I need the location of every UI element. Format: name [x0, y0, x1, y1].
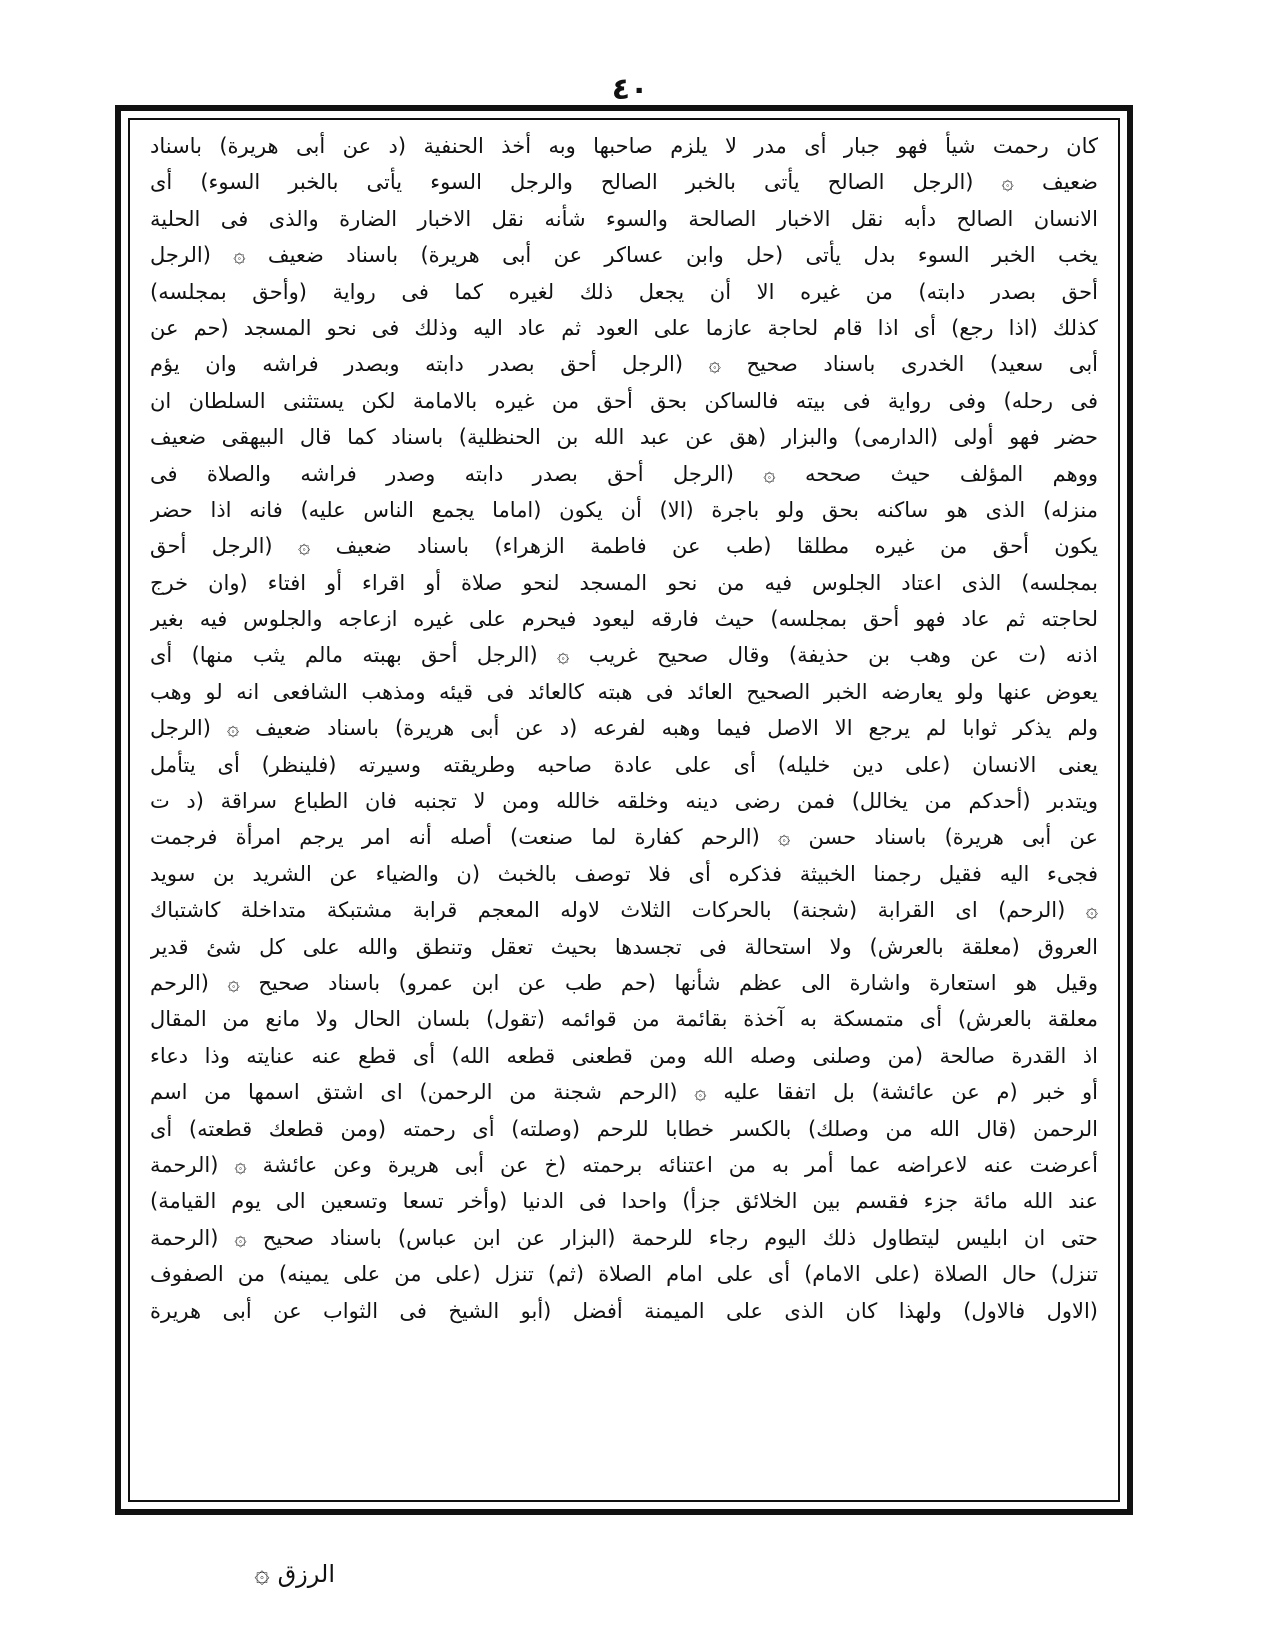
text-line: ويتدبر (أحدكم من يخالل) فمن رضى دينه وخلقه خالله ومن لا تجنبه فان الطباع سراقة (د ت [150, 789, 1098, 814]
text-line: يكون أحق من غيره مطلقا (طب عن فاطمة الزهراء) باسناد ضعيف ۞ (الرجل أحق [150, 534, 1098, 559]
text-line: وقيل هو استعارة واشارة الى عظم شأنها (حم طب عن ابن عمرو) باسناد صحيح ۞ (الرحم [150, 970, 1098, 995]
text-line: ولم يذكر ثوابا لم يرجع الا الاصل فيما وهبه لفرعه (د عن أبى هريرة) باسناد ضعيف ۞ (الرجل [150, 716, 1098, 741]
main-text-block [150, 128, 1098, 1498]
text-line: ۞ (الرحم) اى القرابة (شجنة) بالحركات الثلاث لاوله المعجم قرابة مشتبكة متداخلة كاشتباك [150, 898, 1098, 923]
text-line: بمجلسه) الذى اعتاد الجلوس فيه من نحو المسجد لنحو صلاة أو اقراء أو افتاء (وان خرج [150, 570, 1098, 595]
text-line: الانسان الصالح دأبه نقل الاخبار الصالحة والسوء شأنه نقل الاخبار الضارة والذى فى الحلية [150, 206, 1098, 231]
text-line: أو خبر (م عن عائشة) بل اتفقا عليه ۞ (الرحم شجنة من الرحمن) اى اشتق اسمها من اسم [150, 1080, 1098, 1105]
text-line: فى رحله) وفى رواية فى بيته فالساكن بحق أحق من غيره بالامامة لكن يستثنى السلطان ان [150, 388, 1098, 413]
catchword-text: الرزق [277, 1560, 335, 1588]
text-line: ووهم المؤلف حيث صححه ۞ (الرجل أحق بصدر دابته وصدر فراشه والصلاة فى [150, 461, 1098, 486]
text-line: يعوض عنها ولو يعارضه الخبر الصحيح العائد فى هبته كالعائد فى قيئه ومذهب الشافعى انه لو وهب [150, 679, 1098, 704]
flower-ornament-icon: ۞ [254, 1559, 270, 1589]
text-line: منزله) الذى هو ساكنه بحق ولو باجرة (الا) أن يكون (اماما يجمع الناس عليه) فانه اذا حضر [150, 497, 1098, 522]
text-line: اذنه (ت عن وهب بن حذيفة) وقال صحيح غريب ۞ (الرجل أحق بهبته مالم يثب منها) أى [150, 643, 1098, 668]
text-line: معلقة بالعرش) أى متمسكة به آخذة بقائمة من قوائمه (تقول) بلسان الحال ولا مانع من المقال [150, 1007, 1098, 1032]
text-line: عند الله مائة جزء فقسم بين الخلائق جزأ) واحدا فى الدنيا (وأخر تسعا وتسعين الى يوم القيامة) [150, 1189, 1098, 1214]
text-line: أحق بصدر دابته) من غيره الا أن يجعل ذلك لغيره كما فى رواية (وأحق بمجلسه) [150, 279, 1098, 304]
catchword [195, 1560, 335, 1588]
text-line: العروق (معلقة بالعرش) ولا استحالة فى تجسدها بحيث تعقل وتنطق والله على كل شئ قدير [150, 934, 1098, 959]
text-line: أعرضت عنه لاعراضه عما أمر به من اعتنائه برحمته (خ عن أبى هريرة وعن عائشة ۞ (الرحمة [150, 1152, 1098, 1177]
text-line: لحاجته ثم عاد فهو أحق بمجلسه) حيث فارقه ليعود فيحرم على غيره ازعاجه والجلوس فيه بغير [150, 607, 1098, 632]
text-line: حتى ان ابليس ليتطاول ذلك اليوم رجاء للرحمة (البزار عن ابن عباس) باسناد صحيح ۞ (الرحمة [150, 1225, 1098, 1250]
text-line: اذ القدرة صالحة (من وصلنى وصله الله ومن قطعنى قطعه الله) أى قطع عنه عنايته وذا دعاء [150, 1043, 1098, 1068]
text-line: يخب الخبر السوء بدل يأتى (حل وابن عساكر عن أبى هريرة) باسناد ضعيف ۞ (الرجل [150, 243, 1098, 268]
text-line: يعنى الانسان (على دين خليله) أى على عادة صاحبه وطريقته وسيرته (فلينظر) أى يتأمل [150, 752, 1098, 777]
text-line: تنزل) حال الصلاة (على الامام) أى على امام الصلاة (ثم) تنزل (على من على يمينه) من الصفوف [150, 1262, 1098, 1287]
text-line: كان رحمت شيأ فهو جبار أى مدر لا يلزم صاحبها وبه أخذ الحنفية (د عن أبى هريرة) باسناد [150, 134, 1098, 158]
text-line: الرحمن (قال الله من وصلك) بالكسر خطابا للرحم (وصلته) أى رحمته (ومن قطعك قطعته) أى [150, 1116, 1098, 1141]
text-line: (الاول فالاول) ولهذا كان الذى على الميمنة أفضل (أبو الشيخ فى الثواب عن أبى هريرة [150, 1298, 1098, 1323]
text-line: كذلك (اذا رجع) أى اذا قام لحاجة عازما على العود ثم عاد اليه وذلك فى نحو المسجد (حم عن [150, 315, 1098, 340]
text-line: أبى سعيد) الخدرى باسناد صحيح ۞ (الرجل أحق بصدر دابته وبصدر فراشه وان يؤم [150, 352, 1098, 377]
text-line: فجىء اليه فقيل رجمنا الخبيثة فذكره أى فلا توصف بالخبث (ن والضياء عن الشريد بن سويد [150, 861, 1098, 886]
text-line: ضعيف ۞ (الرجل الصالح يأتى بالخبر الصالح والرجل السوء يأتى بالخبر السوء) أى [150, 170, 1098, 195]
text-line: حضر فهو أولى (الدارمى) والبزار (هق عن عبد الله بن الحنظلية) باسناد كما قال البيهقى ضعيف [150, 425, 1098, 450]
text-line: عن أبى هريرة) باسناد حسن ۞ (الرحم كفارة لما صنعت) أصله أنه امر يرجم امرأة فرجمت [150, 825, 1098, 850]
page-number: ٤٠ [611, 72, 649, 107]
